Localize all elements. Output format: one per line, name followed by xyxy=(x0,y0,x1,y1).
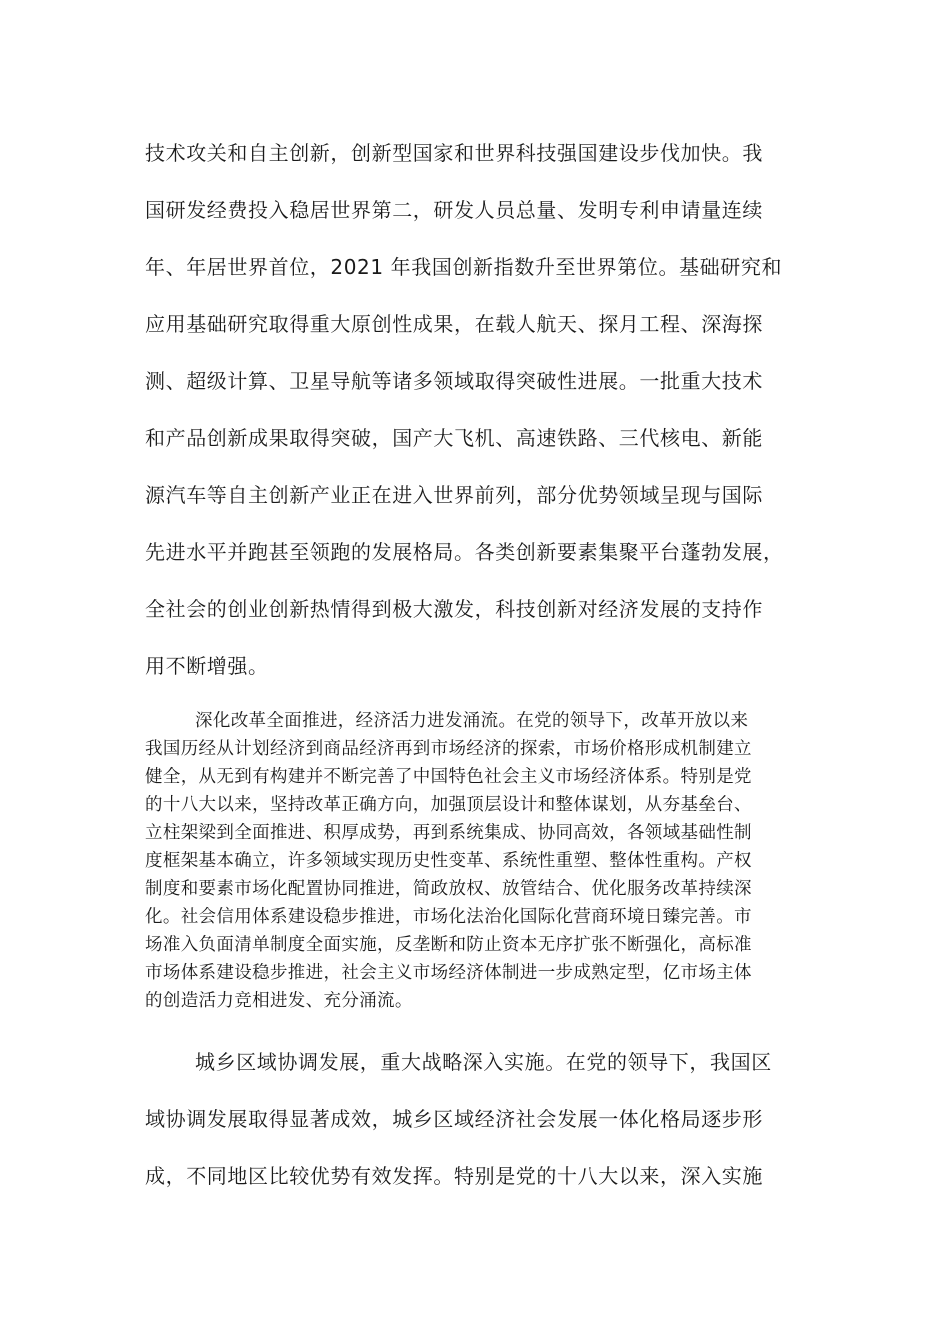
text-line: 化。社会信用体系建设稳步推进，市场化法治化国际化营商环境日臻完善。市 xyxy=(145,907,752,927)
text-line: 城乡区域协调发展，重大战略深入实施。在党的领导下，我国区 xyxy=(195,1050,772,1074)
text-line: 源汽车等自主创新产业正在进入世界前列，部分优势领域呈现与国际 xyxy=(145,483,763,507)
text-line: 场准入负面清单制度全面实施，反垄断和防止资本无序扩张不断强化，高标准 xyxy=(145,935,752,955)
text-line: 的十八大以来，坚持改革正确方向，加强顶层设计和整体谋划，从夯基垒台、 xyxy=(145,795,752,815)
text-line: 全社会的创业创新热情得到极大激发，科技创新对经济发展的支持作 xyxy=(145,597,763,621)
text-line: 应用基础研究取得重大原创性成果，在载人航天、探月工程、深海探 xyxy=(145,312,763,336)
text-line: 先进水平并跑甚至领跑的发展格局。各类创新要素集聚平台蓬勃发展， xyxy=(145,540,784,564)
text-line: 市场体系建设稳步推进，社会主义市场经济体制进一步成熟定型，亿市场主体 xyxy=(145,963,752,983)
text-line: 技术攻关和自主创新，创新型国家和世界科技强国建设步伐加快。我 xyxy=(145,141,763,165)
text-line: 国研发经费投入稳居世界第二，研发人员总量、发明专利申请量连续 xyxy=(145,198,763,222)
text-line: 健全，从无到有构建并不断完善了中国特色社会主义市场经济体系。特别是党 xyxy=(145,767,752,787)
text-line: 和产品创新成果取得突破，国产大飞机、高速铁路、三代核电、新能 xyxy=(145,426,763,450)
text-line: 域协调发展取得显著成效，城乡区域经济社会发展一体化格局逐步形 xyxy=(145,1107,763,1131)
text-line: 我国历经从计划经济到商品经济再到市场经济的探索，市场价格形成机制建立 xyxy=(145,739,752,759)
text-line: 的创造活力竞相进发、充分涌流。 xyxy=(145,991,413,1011)
text-line: 用不断增强。 xyxy=(145,654,269,678)
text-line: 立柱架梁到全面推进、积厚成势，再到系统集成、协同高效，各领域基础性制 xyxy=(145,823,752,843)
text-line: 成，不同地区比较优势有效发挥。特别是党的十八大以来，深入实施 xyxy=(145,1164,763,1188)
text-line: 年、年居世界首位，2021 年我国创新指数升至世界第位。基础研究和 xyxy=(145,255,783,279)
text-line: 测、超级计算、卫星导航等诸多领域取得突破性进展。一批重大技术 xyxy=(145,369,763,393)
text-line: 制度和要素市场化配置协同推进，简政放权、放管结合、优化服务改革持续深 xyxy=(145,879,752,899)
text-line: 深化改革全面推进，经济活力进发涌流。在党的领导下，改革开放以来 xyxy=(195,711,749,731)
text-line: 度框架基本确立，许多领域实现历史性变革、系统性重塑、整体性重构。产权 xyxy=(145,851,752,871)
